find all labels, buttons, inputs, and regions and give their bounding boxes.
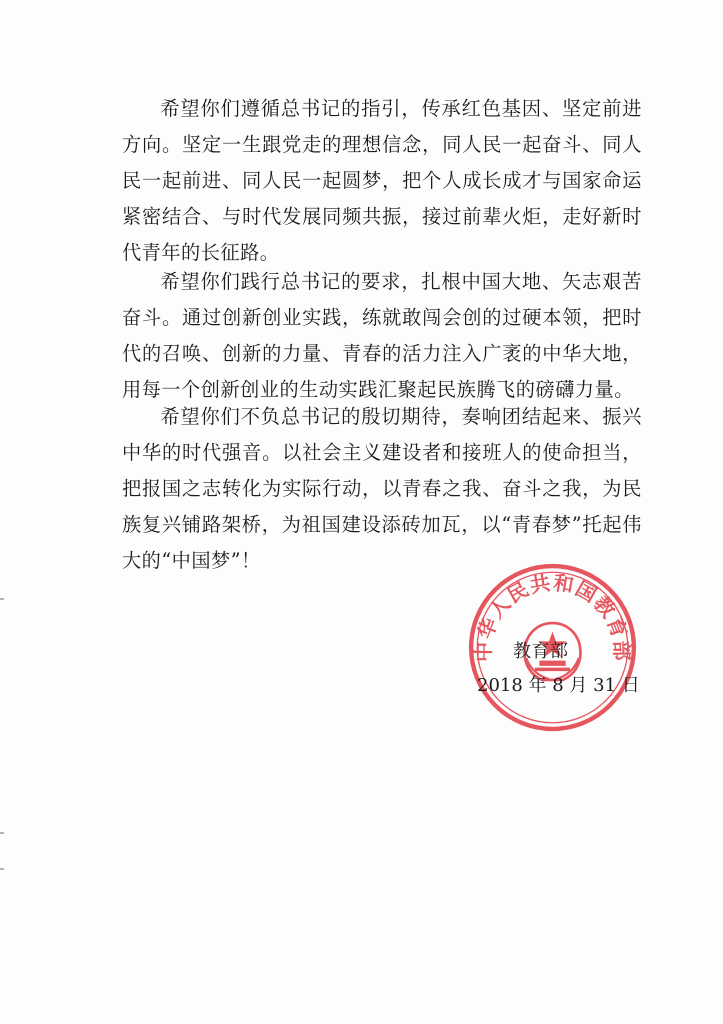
- body-paragraph-1: 希望你们遵循总书记的指引，传承红色基因、坚定前进方向。坚定一生跟党走的理想信念，同人民一起奋斗、同人民一起前进、同人民一起圆梦，把个人成长成才与国家命运紧密结合、与时代发展同频共振，接过前辈火炬，走好新时代青年的长征路。: [122, 97, 642, 264]
- issuer-name: 教育部: [513, 641, 569, 662]
- signature-date: 2018 年 8 月 31 日: [477, 675, 640, 696]
- scan-edge-mark: [0, 868, 4, 870]
- seal-ring-text: 中华人民共和国教育部: [471, 570, 634, 663]
- signature-block: [455, 560, 655, 760]
- body-paragraph-2: 希望你们践行总书记的要求，扎根中国大地、矢志艰苦奋斗。通过创新创业实践，练就敢闯会创的过硬本领，把时代的召唤、创新的力量、青春的活力注入广袤的中华大地，用每一个创新创业的生动实践汇聚起民族腾飞的磅礴力量。: [122, 270, 642, 401]
- scan-edge-mark: [0, 832, 4, 834]
- body-paragraph-3: 希望你们不负总书记的殷切期待，奏响团结起来、振兴中华的时代强音。以社会主义建设者和接班人的使命担当，把报国之志转化为实际行动，以青春之我、奋斗之我，为民族复兴铺路架桥，为祖国建设添砖加瓦，以“青春梦”托起伟大的“中国梦”！: [122, 405, 642, 572]
- scan-edge-mark: [0, 598, 4, 600]
